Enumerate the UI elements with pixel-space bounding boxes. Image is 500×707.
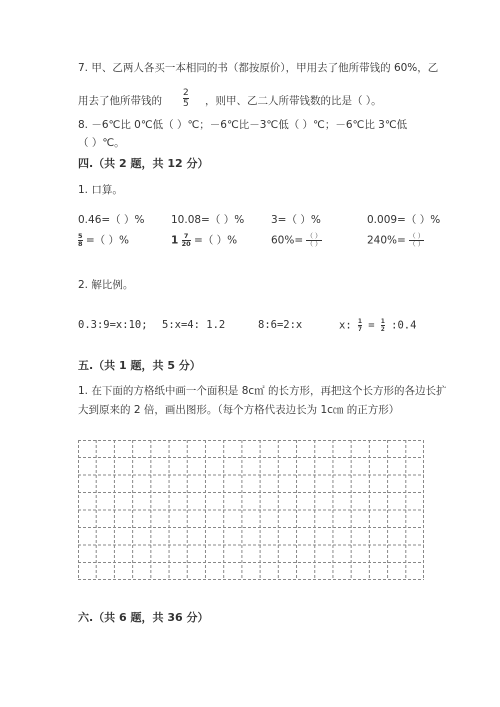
ratio-item4-fraction1 [358, 318, 362, 333]
fraction-numerator: 5 [78, 232, 83, 240]
calc-row1-item1: 0.46=（ ）% [78, 214, 145, 226]
calc-row2-item1-rest: =（ ）% [85, 234, 129, 247]
q7-fraction-denominator: 5 [183, 99, 189, 109]
ratio-item3: 8:6=2:x [258, 319, 303, 331]
q8-line2: （ ）℃。 [78, 137, 125, 149]
q7-line2-start: 用去了他所带钱的 [78, 95, 162, 107]
calc-row2-item2-rest: =（ ）% [194, 234, 238, 247]
ratio-item2: 5:x=4: 1.2 [162, 319, 226, 331]
fraction-denominator: 7 [357, 325, 362, 333]
calc-row2-item4-fraction [409, 233, 424, 248]
square-grid-paper[interactable] [78, 440, 424, 580]
fraction-denominator: 20 [181, 240, 191, 248]
q8-line1: 8. －6℃比 0℃低（ ）℃；－6℃比－3℃低（ ）℃；－6℃比 3℃低 [78, 119, 408, 131]
fraction-numerator: 1 [380, 317, 385, 325]
ratio-item4 [339, 318, 416, 333]
calc-row2-item1 [78, 233, 129, 248]
q7-line1: 7. 甲、乙两人各买一本相同的书（都按原价），甲用去了他所带钱的 60%，乙 [78, 62, 439, 74]
ratio-item4-equals: = [368, 319, 375, 332]
ratio-item4-prefix: x: [339, 319, 352, 332]
q7-fraction-numerator: 2 [183, 88, 189, 98]
fraction-numerator: 7 [183, 232, 189, 240]
calc-row1-item4: 0.009=（ ）% [367, 214, 441, 226]
fraction-denominator: （ ） [306, 240, 322, 248]
calc-row2-item3-fraction [306, 233, 321, 248]
section5-q1-line1: 1. 在下面的方格纸中画一个面积是 8c㎡ 的长方形，再把这个长方形的各边长扩 [78, 385, 447, 397]
calc-row1-item2: 10.08=（ ）% [171, 214, 245, 226]
ratio-item1: 0.3:9=x:10; [78, 319, 148, 331]
section4-q1-title: 1. 口算。 [78, 184, 123, 196]
fraction-denominator: 2 [380, 325, 385, 333]
calc-row2-item1-fraction [78, 233, 83, 248]
section4-q2-title: 2. 解比例。 [78, 279, 134, 291]
fraction-numerator: 1 [357, 317, 362, 325]
calc-row2-item2-fraction [182, 233, 191, 248]
calc-row2-item4-prefix: 240%= [367, 234, 406, 247]
section6-title: 六.（共 6 题，共 36 分） [78, 611, 209, 624]
calc-row2-item4 [367, 233, 424, 248]
calc-row2-item2 [171, 233, 237, 248]
grid-lines [78, 440, 424, 580]
fraction-denominator: 8 [78, 240, 83, 248]
fraction-numerator: （ ） [409, 232, 425, 240]
q7-line2-end: ，则甲、乙二人所带钱数的比是（ ）。 [205, 95, 382, 107]
ratio-item4-fraction2 [381, 318, 385, 333]
section4-title: 四.（共 2 题，共 12 分） [78, 157, 209, 170]
mixed-number-whole: 1 [171, 234, 179, 247]
fraction-numerator: （ ） [306, 232, 322, 240]
q7-fraction [183, 88, 189, 109]
section5-title: 五.（共 1 题，共 5 分） [78, 359, 201, 372]
ratio-item4-suffix: :0.4 [391, 319, 417, 332]
calc-row2-item3-prefix: 60%= [271, 234, 304, 247]
fraction-denominator: （ ） [409, 240, 425, 248]
section5-q1-line2: 大到原来的 2 倍，画出图形。（每个方格代表边长为 1c㎝ 的正方形） [78, 404, 400, 416]
calc-row1-item3: 3=（ ）% [271, 214, 321, 226]
calc-row2-item3 [271, 233, 322, 248]
